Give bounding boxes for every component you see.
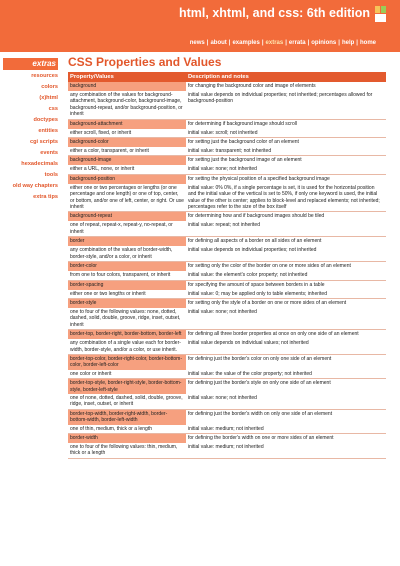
property-values: one color or inherit bbox=[68, 370, 186, 379]
property-description: for determining how and if background images should be tiled bbox=[186, 212, 386, 222]
property-values: any combination of a single value each for border-width, border-style, and/or a color, or use inherit. bbox=[68, 339, 186, 354]
property-notes: initial value: 0; may be applied only to table elements; inherited bbox=[186, 290, 386, 299]
property-notes: initial value depends on individual properties; not inherited; percentages allowed for background-position bbox=[186, 91, 386, 119]
nav-link-extras[interactable]: extras bbox=[265, 40, 284, 46]
table-row bbox=[68, 82, 386, 91]
sidebar-item-old-way-chapters[interactable]: old way chapters bbox=[12, 183, 58, 189]
property-values: either one or two lengths or inherit bbox=[68, 290, 186, 299]
table-row bbox=[68, 409, 386, 424]
table-row bbox=[68, 271, 386, 280]
sidebar-item-hexadecimals[interactable]: hexadecimals bbox=[21, 161, 58, 167]
table-header-row bbox=[68, 72, 386, 82]
sidebar-item-tools[interactable]: tools bbox=[44, 172, 58, 178]
property-notes: initial value: the element's color property; not inherited bbox=[186, 271, 386, 280]
property-notes: initial value: none; not inherited bbox=[186, 394, 386, 409]
table-row bbox=[68, 184, 386, 212]
table-row bbox=[68, 339, 386, 354]
top-nav bbox=[190, 40, 376, 46]
property-notes: initial value: medium; not inherited bbox=[186, 443, 386, 458]
nav-link-news[interactable]: news bbox=[189, 40, 205, 46]
sidebar-item-cgi-scripts[interactable]: cgi scripts bbox=[30, 139, 58, 145]
property-name: background-repeat bbox=[68, 212, 186, 222]
table-row bbox=[68, 119, 386, 129]
sidebar-item-resources[interactable]: resources bbox=[31, 73, 58, 79]
table-row bbox=[68, 212, 386, 222]
property-notes: initial value: the value of the color property; not inherited bbox=[186, 370, 386, 379]
property-description: for determining if background image should scroll bbox=[186, 119, 386, 129]
property-values: either a color, transparent, or inherit bbox=[68, 147, 186, 156]
nav-separator: | bbox=[356, 40, 358, 46]
property-description: for defining just the border's style on only one side of an element bbox=[186, 379, 386, 394]
sidebar-heading: extras bbox=[3, 58, 58, 70]
property-name: border-top-style, border-right-style, border-bottom-style, border-left-style bbox=[68, 379, 186, 394]
property-notes: initial value: transparent; not inherited bbox=[186, 147, 386, 156]
sidebar-item-colors[interactable]: colors bbox=[41, 84, 58, 90]
table-row bbox=[68, 165, 386, 174]
table-row bbox=[68, 425, 386, 434]
page-title: CSS Properties and Values bbox=[68, 55, 222, 69]
nav-separator: | bbox=[285, 40, 287, 46]
property-description: for changing the background color and image of elements bbox=[186, 82, 386, 91]
nav-link-opinions[interactable]: opinions bbox=[311, 40, 337, 46]
property-description: for specifying the amount of space between borders in a table bbox=[186, 280, 386, 290]
nav-link-about[interactable]: about bbox=[210, 40, 227, 46]
sidebar-item--x-html[interactable]: (x)html bbox=[39, 95, 58, 101]
table-row bbox=[68, 221, 386, 236]
property-name: border bbox=[68, 237, 186, 247]
table-row bbox=[68, 138, 386, 148]
property-notes: initial value: none; not inherited bbox=[186, 308, 386, 330]
table-row bbox=[68, 262, 386, 272]
property-description: for setting the physical position of a specified background image bbox=[186, 174, 386, 184]
nav-link-help[interactable]: help bbox=[341, 40, 355, 46]
nav-separator: | bbox=[261, 40, 264, 46]
site-title[interactable]: html, xhtml, and css: 6th edition bbox=[179, 6, 370, 20]
main-content bbox=[68, 55, 386, 459]
property-description: for defining the border's width on one or more sides of an element bbox=[186, 434, 386, 444]
property-name: background-color bbox=[68, 138, 186, 148]
property-description: for setting just the background color of an element bbox=[186, 138, 386, 148]
table-row bbox=[68, 156, 386, 166]
property-name: border-color bbox=[68, 262, 186, 272]
property-values: any combination of the values for background-attachment, background-color, background-image, background-repeat, and/or background-position, or inherit bbox=[68, 91, 186, 119]
property-values: any combination of the values of border-width, border-style, and/or a color, or inherit bbox=[68, 246, 186, 261]
table-row bbox=[68, 246, 386, 261]
property-notes: initial value: medium; not inherited bbox=[186, 425, 386, 434]
table-row bbox=[68, 370, 386, 379]
property-name: background-image bbox=[68, 156, 186, 166]
property-name: border-top-width, border-right-width, border-bottom-width, border-left-width bbox=[68, 409, 186, 424]
nav-separator: | bbox=[307, 40, 310, 46]
property-values: one to four of the following values: thin, medium, thick or a length bbox=[68, 443, 186, 458]
table-body bbox=[68, 82, 386, 458]
site-logo-icon[interactable] bbox=[375, 6, 386, 22]
property-description: for setting only the style of a border on one or more sides of an element bbox=[186, 298, 386, 308]
property-name: background bbox=[68, 82, 186, 91]
property-notes: initial value depends on individual properties; not inherited bbox=[186, 246, 386, 261]
sidebar-list bbox=[0, 71, 58, 203]
table-row bbox=[68, 443, 386, 458]
property-values: one of repeat, repeat-x, repeat-y, no-repeat, or inherit bbox=[68, 221, 186, 236]
property-name: border-spacing bbox=[68, 280, 186, 290]
property-description: for defining just the border's color on only one side of an element bbox=[186, 354, 386, 369]
table-row bbox=[68, 280, 386, 290]
property-name: border-top, border-right, border-bottom, border-left bbox=[68, 330, 186, 340]
property-notes: initial value: scroll; not inherited bbox=[186, 129, 386, 138]
table-row bbox=[68, 354, 386, 369]
nav-link-errata[interactable]: errata bbox=[288, 40, 306, 46]
property-description: for defining just the border's width on only one side of an element bbox=[186, 409, 386, 424]
property-values: one of none, dotted, dashed, solid, double, groove, ridge, inset, outset, or inherit bbox=[68, 394, 186, 409]
property-description: for defining all aspects of a border on all sides of an element bbox=[186, 237, 386, 247]
sidebar-item-entities[interactable]: entities bbox=[38, 128, 58, 134]
column-header-description: Description and notes bbox=[186, 72, 386, 82]
site-header bbox=[0, 0, 400, 52]
nav-link-home[interactable]: home bbox=[359, 40, 376, 46]
property-values: one to four of the following values: none, dotted, dashed, solid, double, groove, ridge, inset, outset, inherit bbox=[68, 308, 186, 330]
property-notes: initial value: repeat; not inherited bbox=[186, 221, 386, 236]
table-row bbox=[68, 129, 386, 138]
property-values: one of thin, medium, thick or a length bbox=[68, 425, 186, 434]
property-values: either scroll, fixed, or inherit bbox=[68, 129, 186, 138]
table-row bbox=[68, 290, 386, 299]
property-name: background-position bbox=[68, 174, 186, 184]
property-values: either a URL, none, or inherit bbox=[68, 165, 186, 174]
column-header-property: Property/Values bbox=[68, 72, 186, 82]
table-row bbox=[68, 237, 386, 247]
properties-table bbox=[68, 72, 386, 459]
table-row bbox=[68, 308, 386, 330]
property-description: for setting only the color of the border on one or more sides of an element bbox=[186, 262, 386, 272]
table-row bbox=[68, 147, 386, 156]
table-row bbox=[68, 330, 386, 340]
property-name: background-attachment bbox=[68, 119, 186, 129]
sidebar-item-extra-tips[interactable]: extra tips bbox=[33, 194, 58, 200]
table-row bbox=[68, 174, 386, 184]
property-values: either one or two percentages or lengths (or one percentage and one length) or one of top, center, or bottom, and/or one of left, center, or right. Or use inherit bbox=[68, 184, 186, 212]
nav-link-examples[interactable]: examples bbox=[232, 40, 260, 46]
property-values: from one to four colors, transparent, or inherit bbox=[68, 271, 186, 280]
sidebar bbox=[0, 52, 60, 566]
property-name: border-style bbox=[68, 298, 186, 308]
table-row bbox=[68, 91, 386, 119]
property-notes: initial value depends on individual values; not inherited bbox=[186, 339, 386, 354]
table-row bbox=[68, 434, 386, 444]
table-row bbox=[68, 394, 386, 409]
nav-separator: | bbox=[206, 40, 209, 46]
table-row bbox=[68, 379, 386, 394]
property-name: border-top-color, border-right-color, border-bottom-color, border-left-color bbox=[68, 354, 186, 369]
table-row bbox=[68, 298, 386, 308]
nav-separator: | bbox=[228, 40, 231, 46]
nav-separator: | bbox=[338, 40, 340, 46]
property-description: for setting just the background image of an element bbox=[186, 156, 386, 166]
property-name: border-width bbox=[68, 434, 186, 444]
property-notes: initial value: 0% 0%, if a single percentage is set, it is used for the horizontal position and the initial value of the vertical is set to 50%, if only one keyword is used, the initial value of the other is center; applies to block-level and replaced elements; not inherited; percentages refer to the size of the box itself bbox=[186, 184, 386, 212]
sidebar-item-doctypes[interactable]: doctypes bbox=[33, 117, 58, 123]
sidebar-item-events[interactable]: events bbox=[40, 150, 58, 156]
sidebar-item-css[interactable]: css bbox=[48, 106, 58, 112]
property-notes: initial value: none; not inherited bbox=[186, 165, 386, 174]
property-description: for defining all three border properties at once on only one side of an element bbox=[186, 330, 386, 340]
